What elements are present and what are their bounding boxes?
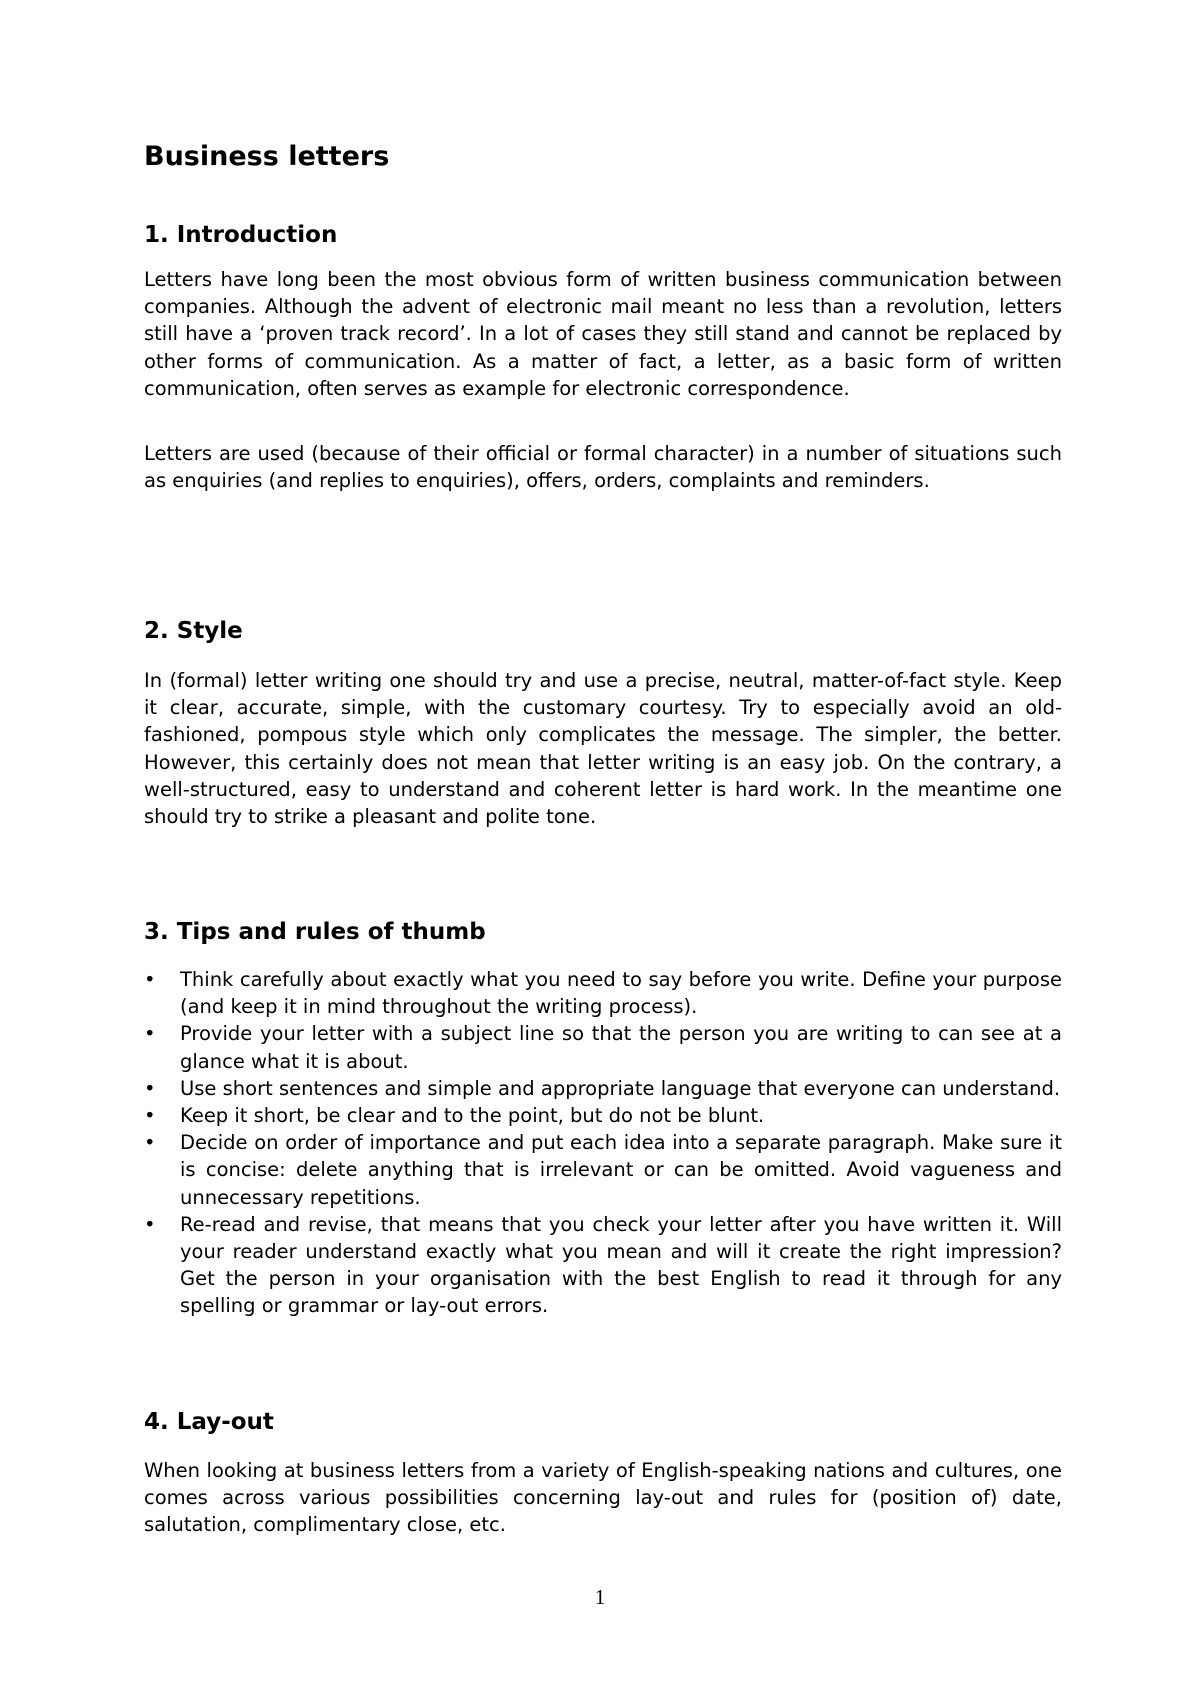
section-heading-layout: 4. Lay-out: [144, 1409, 274, 1435]
list-item: [144, 1075, 1062, 1102]
bullet-icon: •: [144, 1022, 156, 1046]
list-item: [144, 1211, 1062, 1320]
list-item-text: Think carefully about exactly what you need to say before you write. Define your purpose (and keep it in mind throughout the writing process).: [180, 968, 1062, 1019]
list-item: [144, 1129, 1062, 1211]
list-item: [144, 1020, 1062, 1074]
section-heading-tips: 3. Tips and rules of thumb: [144, 919, 486, 945]
section-heading-style: 2. Style: [144, 618, 243, 644]
bullet-icon: •: [144, 1212, 156, 1236]
list-item-text: Use short sentences and simple and appropriate language that everyone can understand.: [180, 1076, 1061, 1100]
list-item-text: Provide your letter with a subject line so that the person you are writing to can see at a glance what it is about.: [180, 1022, 1062, 1073]
introduction-paragraph-1: Letters have long been the most obvious form of written business communication between companies. Although the advent of electronic mail meant no less than a revolution, letters still have a ‘proven track record’. In a lot of cases they still stand and cannot be replaced by other forms of communication. As a matter of fact, a letter, as a basic form of written communication, often serves as example for electronic correspondence.: [144, 268, 1062, 400]
document-title: Business letters: [144, 141, 390, 172]
bullet-icon: •: [144, 1131, 156, 1155]
section-heading-introduction: 1. Introduction: [144, 222, 338, 248]
introduction-paragraph-2: Letters are used (because of their official or formal character) in a number of situations such as enquiries (and replies to enquiries), offers, orders, complaints and reminders.: [144, 442, 1062, 493]
bullet-icon: •: [144, 1076, 156, 1100]
list-item-text: Decide on order of importance and put each idea into a separate paragraph. Make sure it is concise: delete anything that is irrelevant or can be omitted. Avoid vagueness and unnecessary repetitions.: [180, 1131, 1062, 1209]
list-item: [144, 966, 1062, 1020]
tips-bullet-list: [144, 966, 1062, 1320]
list-item-text: Keep it short, be clear and to the point, but do not be blunt.: [180, 1104, 765, 1128]
style-paragraph: In (formal) letter writing one should try and use a precise, neutral, matter-of-fact style. Keep it clear, accurate, simple, with the customary courtesy. Try to especially avoid an old-fashioned, pompous style which only complicates the message. The simpler, the better. However, this certainly does not mean that letter writing is an easy job. On the contrary, a well-structured, easy to understand and coherent letter is hard work. In the meantime one should try to strike a pleasant and polite tone.: [144, 669, 1062, 829]
layout-paragraph: When looking at business letters from a variety of English-speaking nations and cultures, one comes across various possibilities concerning lay-out and rules for (position of) date, salutation, complimentary close, etc.: [144, 1459, 1062, 1537]
list-item: [144, 1102, 1062, 1129]
page-number: 1: [594, 1585, 606, 1609]
list-item-text: Re-read and revise, that means that you check your letter after you have written it. Will your reader understand exactly what you mean and will it create the right impression? Get the person in your organisation with the best English to read it through for any spelling or grammar or lay-out errors.: [180, 1212, 1062, 1318]
bullet-icon: •: [144, 968, 156, 991]
bullet-icon: •: [144, 1104, 156, 1128]
